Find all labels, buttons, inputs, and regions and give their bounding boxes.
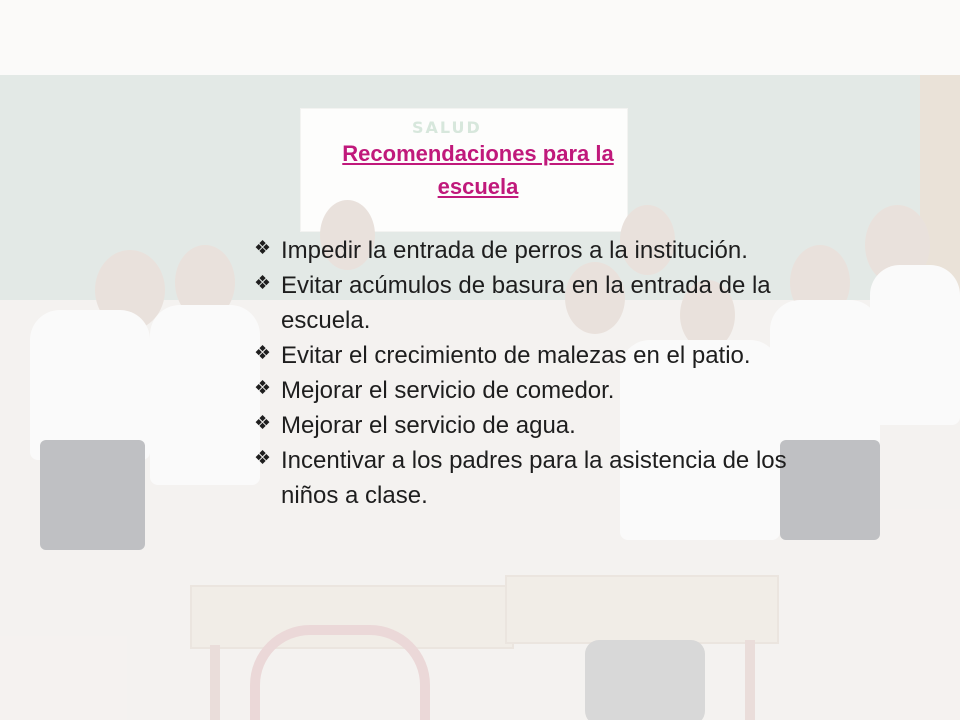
- list-item: [254, 338, 824, 373]
- list-item-text: Incentivar a los padres para la asistencia de los niños a clase.: [281, 447, 787, 509]
- four-diamond-star-icon: ❖: [254, 273, 272, 294]
- recommendations-list: [254, 233, 824, 513]
- list-item-text: Evitar acúmulos de basura en la entrada de la escuela.: [281, 272, 771, 334]
- poster-text: SALUD: [412, 118, 482, 137]
- slide-title-line2: escuela: [437, 174, 519, 199]
- list-item: [254, 373, 824, 408]
- list-item: [254, 443, 824, 513]
- list-item: [254, 233, 824, 268]
- four-diamond-star-icon: ❖: [254, 413, 272, 434]
- list-item-text: Impedir la entrada de perros a la institución.: [281, 237, 748, 264]
- list-item: [254, 408, 824, 443]
- slide-title-line1: Recomendaciones para la: [342, 141, 614, 166]
- four-diamond-star-icon: ❖: [254, 343, 272, 364]
- slide-title: [300, 137, 656, 203]
- list-item: [254, 268, 824, 338]
- list-item-text: Mejorar el servicio de agua.: [281, 412, 576, 439]
- list-item-text: Evitar el crecimiento de malezas en el patio.: [281, 342, 751, 369]
- four-diamond-star-icon: ❖: [254, 238, 272, 259]
- list-item-text: Mejorar el servicio de comedor.: [281, 377, 615, 404]
- four-diamond-star-icon: ❖: [254, 378, 272, 399]
- four-diamond-star-icon: ❖: [254, 448, 272, 469]
